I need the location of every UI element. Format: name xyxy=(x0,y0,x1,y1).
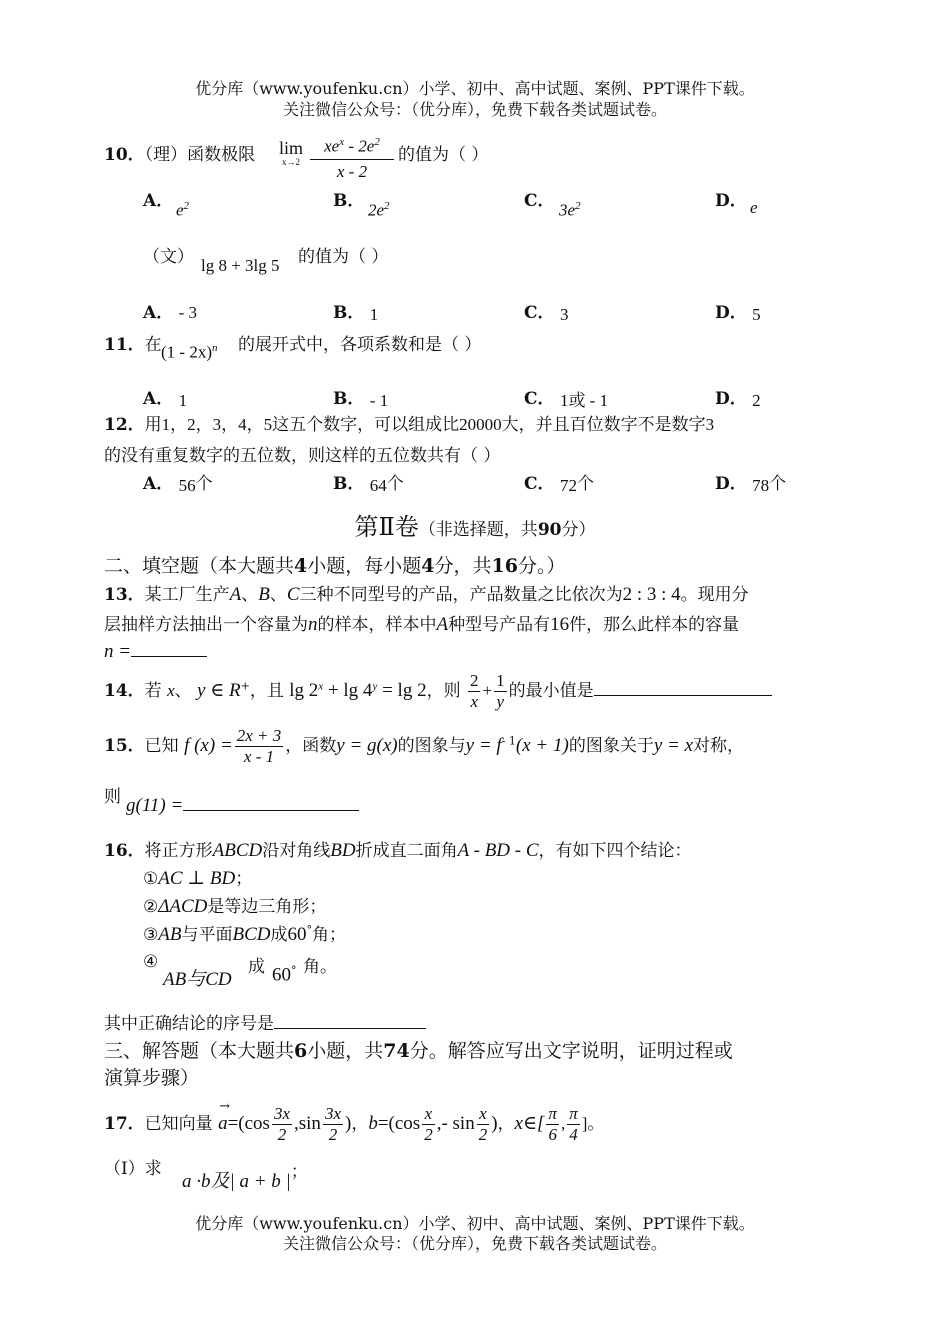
option-label: B． xyxy=(333,303,365,323)
q14-text: ，且 xyxy=(249,681,284,701)
lim-subscript: x→2 xyxy=(282,157,300,167)
option-value: - 3 xyxy=(178,303,198,322)
question-number: 11． xyxy=(104,335,145,355)
q12-digit: 1 xyxy=(161,415,171,434)
q12-digit: 4 xyxy=(238,415,247,434)
q15-then: 则 xyxy=(104,787,121,807)
q13-text: 三种不同型号的产品，产品数量之比依次为 xyxy=(299,585,623,605)
lim-num-exp: x xyxy=(339,136,345,148)
q12-sep: ， xyxy=(195,415,213,435)
q17-part-1-end: ； xyxy=(290,1162,308,1182)
q14-set: y ∈ R xyxy=(197,680,241,701)
q15-finv-exp: - 1 xyxy=(501,734,516,748)
question-12-line-1 xyxy=(104,410,714,435)
question-14 xyxy=(104,671,772,712)
answer-blank-13[interactable] xyxy=(131,638,207,657)
q11-suffix: 的展开式中，各项系数和是（ ） xyxy=(238,335,482,355)
option-value: 78 xyxy=(752,476,770,495)
q14-expr: lg 2 xyxy=(289,680,319,701)
q10-wen-expr: lg 8 + 3lg 5 xyxy=(201,256,280,275)
q13-var: C xyxy=(286,584,300,605)
q16-var: BD xyxy=(330,840,356,861)
option-value: - 1 xyxy=(369,391,389,410)
limit-symbol xyxy=(276,138,306,167)
q12-sep: ， xyxy=(170,415,188,435)
q14-op: + xyxy=(482,681,493,700)
q11-expr xyxy=(161,342,217,363)
q13-answer-label: n = xyxy=(104,641,132,662)
answer-blank-14[interactable] xyxy=(594,677,772,696)
question-number: 13． xyxy=(104,585,145,605)
frac-den: x xyxy=(470,692,478,711)
item-text: 角。 xyxy=(303,957,337,977)
lim-num-b-exp: 2 xyxy=(374,136,380,148)
q16-item-4-end xyxy=(303,952,337,977)
part-2-title xyxy=(0,507,950,542)
item-text: ； xyxy=(235,869,253,889)
item-mark: ① xyxy=(143,869,159,889)
q16-item-4-deg: 60° xyxy=(272,964,297,986)
frac-num: π xyxy=(569,1104,578,1123)
item-expr: ΔACD xyxy=(158,896,208,917)
option-exp: 2 xyxy=(575,200,581,212)
q16-answer xyxy=(104,1009,426,1034)
frac-x-2b xyxy=(477,1104,490,1145)
question-13-line-1 xyxy=(104,580,749,606)
question-number: 15． xyxy=(104,736,145,756)
q12-text: 用 xyxy=(144,415,162,435)
option-value: 64 xyxy=(369,476,387,495)
q10-option-c[interactable] xyxy=(524,186,555,211)
answer-blank-16[interactable] xyxy=(274,1010,426,1029)
item-text: 成 xyxy=(270,925,288,945)
q16-item-4-expr xyxy=(163,964,232,991)
q14-text: 若 xyxy=(144,681,162,701)
option-label: D． xyxy=(715,303,747,323)
option-exp: 2 xyxy=(384,200,390,212)
section-3-heading-2: 演算步骤） xyxy=(104,1067,200,1089)
option-label: C． xyxy=(524,303,555,323)
q15-fx: f (x) = xyxy=(184,735,233,756)
option-value: 3 xyxy=(559,305,569,324)
part-2-score: 90 xyxy=(537,520,562,540)
q10-wen-option-a[interactable] xyxy=(143,298,197,323)
sec-text: 分。解答应写出文字说明，证明过程或 xyxy=(409,1040,733,1062)
q14-expr: = lg 2 xyxy=(377,680,427,701)
q15-finv-arg: (x + 1) xyxy=(515,735,569,756)
q13-ratio: 2 : 3 : 4 xyxy=(622,584,681,605)
frac-num: π xyxy=(548,1104,557,1123)
q12-option-d[interactable] xyxy=(715,469,786,494)
question-12-line-2: 的没有重复数字的五位数，则这样的五位数共有（ ） xyxy=(104,446,501,466)
q16-item-2 xyxy=(143,892,326,918)
frac-den: y xyxy=(496,692,505,711)
q17-expr: =(cos xyxy=(377,1113,421,1134)
q17-expr: ]。 xyxy=(581,1114,605,1133)
frac-num: 2 xyxy=(469,671,479,690)
sec-text: 分，共 xyxy=(434,555,492,577)
item-expr: BCD xyxy=(232,924,271,945)
sec-text: 三、解答题（本大题共 xyxy=(104,1040,295,1062)
question-10 xyxy=(104,140,255,165)
q16-tail: 其中正确结论的序号是 xyxy=(104,1014,274,1034)
fraction-f xyxy=(235,726,284,767)
part-2-note: 分） xyxy=(561,520,596,540)
q12-text: 这五个数字，可以组成比 xyxy=(272,415,460,435)
lim-num: xe xyxy=(324,136,340,156)
fraction-1-over-y xyxy=(494,671,507,712)
option-label: C． xyxy=(524,389,555,409)
q15-text: 对称， xyxy=(693,736,745,756)
q10-wen-option-d[interactable] xyxy=(715,298,761,323)
q15-text: 的图象与 xyxy=(397,736,466,756)
limit-fraction xyxy=(310,130,394,184)
q16-text: 沿对角线 xyxy=(262,841,331,861)
q14-exp: y xyxy=(372,680,378,693)
q14-text: ，则 xyxy=(426,681,461,701)
answer-blank-15[interactable] xyxy=(183,792,359,811)
q17-expr: ,- sin xyxy=(436,1113,475,1134)
option-value: 1 xyxy=(369,305,379,324)
q10-text: （理）函数极限 xyxy=(144,145,256,165)
option-value: 2 xyxy=(752,391,761,410)
option-value: 1 xyxy=(178,391,188,410)
q16-text: 将正方形 xyxy=(144,841,213,861)
section-2-heading xyxy=(104,551,565,578)
frac-den: 2 xyxy=(424,1125,433,1144)
option-value: 3e xyxy=(559,200,576,220)
item-text: 与平面 xyxy=(181,925,233,945)
q13-text: 的样本，样本中 xyxy=(317,615,437,635)
question-number: 14． xyxy=(104,681,145,701)
section-3-heading xyxy=(104,1036,733,1063)
frac-num: x xyxy=(477,1104,490,1125)
q12-digit: 5 xyxy=(263,415,273,434)
q10-option-d-value xyxy=(750,198,758,218)
q16-text: ，有如下四个结论： xyxy=(538,841,692,861)
option-label: C． xyxy=(524,191,555,211)
option-label: D． xyxy=(715,474,747,494)
question-16 xyxy=(104,836,692,862)
frac-den: 2 xyxy=(478,1125,488,1144)
option-label: B． xyxy=(333,474,365,494)
item-expr: AC ⊥ BD xyxy=(158,868,236,889)
option-unit: 个 xyxy=(576,474,594,494)
sec-text: 分。） xyxy=(517,555,566,577)
q11-option-b[interactable] xyxy=(333,384,388,409)
sec-num: 4 xyxy=(421,555,435,577)
q14-text: 的最小值是 xyxy=(508,681,594,701)
q16-item-1 xyxy=(143,864,252,890)
q10-option-d[interactable] xyxy=(715,186,747,211)
item-text: 角； xyxy=(311,925,346,945)
q12-text: 大，并且百位数字不是数字 xyxy=(501,415,706,435)
sec-text: 二、填空题（本大题共 xyxy=(104,555,295,577)
q14-text: 、 xyxy=(174,681,192,701)
header-line-1: 优分库（www.youfenku.cn）小学、初中、高中试题、案例、PPT课件下载。 xyxy=(195,79,755,98)
lim-den: x - 2 xyxy=(336,161,368,181)
option-unit: 个 xyxy=(195,474,213,494)
item-mark: ③ xyxy=(143,925,159,945)
lim-num-b: - 2e xyxy=(344,136,375,156)
question-11 xyxy=(104,330,162,355)
q13-text: 种型号产品有 xyxy=(448,615,551,635)
frac-num: 3x xyxy=(324,1104,341,1123)
question-15-line-1 xyxy=(104,726,744,767)
q10-option-a-value xyxy=(176,200,189,221)
item-expr: AB xyxy=(158,924,182,945)
q10-wen-option-c[interactable] xyxy=(524,298,568,323)
option-value: 1或 - 1 xyxy=(559,391,609,410)
question-number: 12． xyxy=(104,415,145,435)
frac-den: 2 xyxy=(277,1125,287,1144)
option-label: A． xyxy=(143,474,174,494)
q11-option-a[interactable] xyxy=(143,384,187,409)
q10-wen-suffix: 的值为（ ） xyxy=(298,247,389,267)
footer-line-1: 优分库（www.youfenku.cn）小学、初中、高中试题、案例、PPT课件下载。 xyxy=(195,1214,755,1233)
q17-expr: =(cos xyxy=(227,1113,270,1134)
q14-expr: + lg 4 xyxy=(323,680,373,701)
q10-option-a[interactable] xyxy=(143,186,173,211)
item-text: 是等边三角形； xyxy=(207,897,327,917)
q17-expr: ) xyxy=(344,1113,352,1134)
q14-exp: x xyxy=(318,680,324,693)
q16-var: ABCD xyxy=(212,840,263,861)
option-value: e xyxy=(750,198,758,217)
q12-sep: ， xyxy=(246,415,264,435)
option-label: C． xyxy=(524,474,555,494)
option-value: 5 xyxy=(752,305,761,324)
question-number: 17． xyxy=(104,1114,145,1134)
q12-option-c[interactable] xyxy=(524,469,594,494)
frac-x-2 xyxy=(422,1104,435,1145)
frac-den: 4 xyxy=(569,1125,578,1144)
item-text: 成 xyxy=(248,957,265,977)
q15-g: y = g(x) xyxy=(336,735,398,756)
question-number: 16． xyxy=(104,841,145,861)
sec-num: 4 xyxy=(294,555,308,577)
option-label: A． xyxy=(143,303,174,323)
part-2-note: （非选择题，共 xyxy=(418,520,538,540)
q17-part-1-label: （Ⅰ）求 xyxy=(104,1159,162,1179)
question-13-line-3 xyxy=(104,638,207,663)
question-17 xyxy=(104,1099,605,1145)
q13-var: A xyxy=(229,584,242,605)
item-mark: ② xyxy=(143,897,159,917)
q10-wen-option-b[interactable] xyxy=(333,298,378,323)
sec-text: 小题，每小题 xyxy=(307,555,422,577)
q16-item-3: ③AB与平面BCD成60°角； xyxy=(143,923,346,945)
q17-text: ， xyxy=(497,1114,515,1134)
item-degree: 60 xyxy=(287,924,307,945)
q13-count: 16 xyxy=(550,614,570,635)
q14-var: x xyxy=(167,681,175,700)
frac-num: 1 xyxy=(496,671,505,690)
q15-text: 已知 xyxy=(144,736,179,756)
q15-finv: y = f xyxy=(465,735,502,756)
question-13-line-2 xyxy=(104,610,739,636)
q10-option-b[interactable] xyxy=(333,186,364,211)
option-unit: 个 xyxy=(769,474,787,494)
q13-text: 。现用分 xyxy=(680,585,749,605)
option-label: A． xyxy=(143,389,174,409)
q13-text: 某工厂生产 xyxy=(144,585,230,605)
q16-item-4-rest xyxy=(248,952,265,977)
option-label: B． xyxy=(333,191,365,211)
fraction-2-over-x xyxy=(468,671,481,712)
q13-var: n xyxy=(308,614,318,635)
q12-option-a[interactable] xyxy=(143,469,213,494)
option-value: 72 xyxy=(559,476,577,495)
vec-letter: a xyxy=(218,1113,228,1134)
q15-text: 的图象关于 xyxy=(568,736,654,756)
frac-pi-4 xyxy=(567,1104,580,1145)
option-label: D． xyxy=(715,191,747,211)
question-number: 10． xyxy=(104,145,145,165)
option-unit: 个 xyxy=(386,474,404,494)
q11-expr-text: (1 - 2x) xyxy=(161,342,212,362)
option-label: B． xyxy=(333,389,365,409)
q13-sep: 、 xyxy=(269,585,287,605)
q10-option-c-value xyxy=(559,200,581,221)
option-exp: 2 xyxy=(183,200,190,212)
q17-expr: ) xyxy=(491,1113,498,1134)
q14-plus: + xyxy=(240,679,250,693)
q12-option-b[interactable] xyxy=(333,469,404,494)
option-value: e xyxy=(176,200,184,220)
frac-3x-2 xyxy=(272,1104,292,1145)
q13-text: 层抽样方法抽出一个容量为 xyxy=(104,615,308,635)
footer-line-2: 关注微信公众号：（优分库），免费下载各类试题试卷。 xyxy=(282,1234,667,1253)
q17-expr: ,sin xyxy=(294,1113,321,1134)
vec-letter: b xyxy=(368,1113,378,1134)
q10-option-b-value xyxy=(368,200,390,221)
q15-text: ，函数 xyxy=(285,736,337,756)
option-value: 2e xyxy=(368,200,385,220)
q16-item-4-mark xyxy=(143,952,158,972)
q15-yx: y = x xyxy=(653,735,694,756)
option-label: A． xyxy=(143,191,174,211)
q17-expr: , xyxy=(560,1114,566,1133)
q12-sep: ， xyxy=(221,415,239,435)
q10-text-after: 的值为（ ） xyxy=(398,145,489,165)
frac-pi-6 xyxy=(546,1104,559,1145)
q11-expr-exp: n xyxy=(211,342,218,354)
q12-digit: 2 xyxy=(187,415,196,434)
frac-num: x xyxy=(422,1104,435,1125)
frac-den: 6 xyxy=(548,1125,557,1144)
q13-var: B xyxy=(258,584,270,605)
q12-number: 20000 xyxy=(459,415,502,434)
q12-digit: 3 xyxy=(705,415,715,434)
item-mark: ④ xyxy=(143,952,159,972)
q17-text: 已知向量 xyxy=(144,1114,213,1134)
sec-num: 16 xyxy=(491,555,518,577)
q17-expr: x∈[ xyxy=(514,1113,545,1134)
q11-option-c[interactable] xyxy=(524,384,608,409)
q13-var: A xyxy=(436,614,449,635)
item-degree: 60 xyxy=(272,964,291,986)
question-15-line-2 xyxy=(126,792,359,817)
q10-wen-prefix: （文） xyxy=(143,247,194,267)
q15-g11: g(11) = xyxy=(126,795,184,816)
part-2-title-text: 第Ⅱ卷 xyxy=(354,513,419,541)
sec-num: 6 xyxy=(294,1040,308,1062)
q17-part-1 xyxy=(182,1162,308,1193)
frac-den: x - 1 xyxy=(243,747,275,766)
lim-word: lim xyxy=(278,138,303,158)
q13-sep: 、 xyxy=(241,585,259,605)
frac-den: 2 xyxy=(328,1125,338,1144)
q11-option-d[interactable] xyxy=(715,384,761,409)
q12-digit: 3 xyxy=(212,415,222,434)
vector-a: → a xyxy=(218,1099,230,1134)
sec-num: 74 xyxy=(383,1040,410,1062)
q13-text: 件，那么此样本的容量 xyxy=(569,615,740,635)
option-label: D． xyxy=(715,389,747,409)
frac-3x-2b xyxy=(323,1104,343,1145)
frac-num: 3x xyxy=(273,1104,290,1123)
header-line-2: 关注微信公众号：（优分库），免费下载各类试题试卷。 xyxy=(282,100,667,119)
q17-text: ， xyxy=(351,1114,369,1134)
frac-num: 2x + 3 xyxy=(236,726,282,745)
q11-prefix: 在 xyxy=(144,335,162,355)
q16-text: 折成直二面角 xyxy=(355,841,458,861)
q16-angle: A - BD - C xyxy=(457,840,539,861)
option-value: 56 xyxy=(178,476,196,495)
item-expr: AB与CD xyxy=(163,969,232,990)
sec-text: 小题，共 xyxy=(307,1040,384,1062)
q17-part-1-expr: a ·b及| a + b | xyxy=(182,1171,291,1192)
